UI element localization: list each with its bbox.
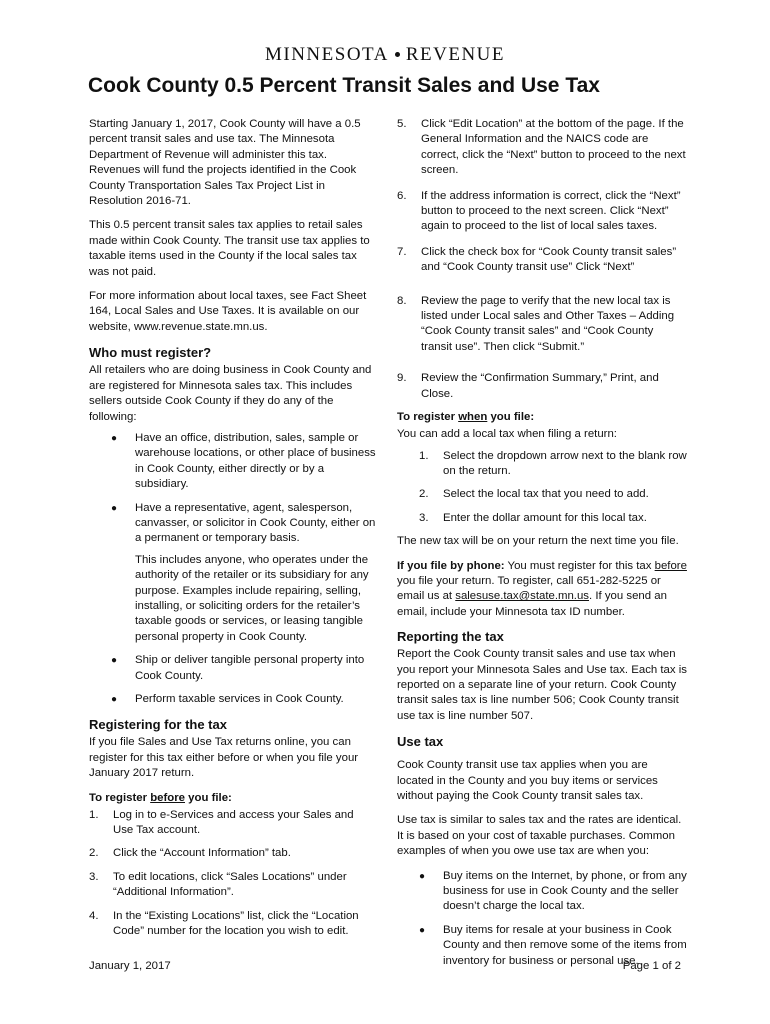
list-item bbox=[111, 501, 377, 646]
step-item: 6. If the address information is correct, click the “Next” button to proceed to the next screen. Click “Next” again to proceed to the list of local sales taxes. bbox=[397, 189, 681, 233]
list-item-text: Have an office, distribution, sales, sample or warehouse locations, or other place of business in Cook County, either directly or by a subsidiary. bbox=[135, 431, 376, 491]
step-item: 2. Select the local tax that you need to add. bbox=[419, 488, 649, 501]
list-item-text: Perform taxable services in Cook County. bbox=[135, 693, 344, 705]
intro-paragraph-3: For more information about local taxes, see Fact Sheet 164, Local Sales and Use Taxes. It is available on our website, www.revenue.state.mn.us. bbox=[89, 290, 367, 333]
bullet-icon: ● bbox=[111, 502, 118, 514]
page-title: Cook County 0.5 Percent Transit Sales and Use Tax bbox=[88, 74, 600, 97]
step-item: 2. Click the “Account Information” tab. bbox=[89, 847, 291, 860]
register-before-steps-continued bbox=[397, 117, 687, 402]
intro-paragraph-2: This 0.5 percent transit sales tax applies to retail sales made within Cook County. The transit use tax applies to taxable items used in the County if the local sales tax was not paid. bbox=[89, 219, 370, 278]
registering-heading: Registering for the tax bbox=[89, 717, 227, 733]
step-item: 8. Review the page to verify that the new local tax is listed under Local sales and Other Taxes – Adding “Cook County transit sales” and “Cook County transit use”. Then click “Submit.” bbox=[397, 294, 675, 353]
list-item bbox=[111, 653, 377, 684]
brand-logo bbox=[0, 44, 770, 66]
bullet-icon: ● bbox=[111, 432, 118, 444]
brand-right: REVENUE bbox=[405, 44, 506, 65]
register-criteria-list bbox=[111, 431, 377, 708]
list-item bbox=[111, 692, 377, 707]
brand-left: MINNESOTA bbox=[264, 44, 389, 65]
bullet-icon: ● bbox=[111, 694, 118, 705]
list-item-text: Buy items for resale at your business in Cook County and then remove some of the items from inventory for business or personal use. bbox=[443, 923, 687, 967]
reporting-heading: Reporting the tax bbox=[397, 629, 504, 645]
bullet-icon: ● bbox=[111, 655, 118, 667]
step-item: 9. Review the “Confirmation Summary,” Print, and Close. bbox=[397, 372, 659, 400]
register-before-heading: To register before you file: bbox=[89, 791, 232, 804]
use-tax-heading: Use tax bbox=[397, 734, 444, 750]
list-item bbox=[111, 431, 377, 493]
list-item-text: Ship or deliver tangible personal property into Cook County. bbox=[135, 654, 365, 682]
intro-paragraph-1: Starting January 1, 2017, Cook County will have a 0.5 percent transit sales and use tax. The Minnesota Department of Revenue will administer this tax. Revenues will fund the projects identified in the Cook County Transportation Sales Tax Project List in Resolution 2016-71. bbox=[89, 118, 361, 208]
bullet-icon: ● bbox=[419, 924, 426, 936]
right-column bbox=[397, 117, 687, 977]
list-item-text: Have a representative, agent, salesperson, canvasser, or solicitor in Cook County, either on a permanent or temporary basis. bbox=[135, 501, 376, 545]
register-before-steps bbox=[89, 808, 377, 940]
registering-text: If you file Sales and Use Tax returns online, you can register for this tax either before or when you file your January 2017 return. bbox=[89, 736, 359, 780]
left-column bbox=[89, 117, 377, 947]
bullet-icon: ● bbox=[419, 870, 426, 882]
use-tax-paragraph-1: Cook County transit use tax applies when you are located in the County and you buy items or services without paying the Cook County transit sales tax. bbox=[397, 759, 658, 802]
list-item bbox=[419, 869, 687, 915]
who-must-register-heading: Who must register? bbox=[89, 345, 212, 361]
who-must-register-text: All retailers who are doing business in Cook County and are registered for Minnesota sales tax. This includes sellers outside Cook County if they do any of the following: bbox=[89, 364, 372, 423]
step-item: 5. Click “Edit Location” at the bottom of the page. If the General Information and the NAICS code are correct, click the “Next” button to proceed to the next screen. bbox=[397, 118, 686, 177]
register-when-heading: To register when you file: bbox=[397, 411, 535, 424]
step-item: 1. Select the dropdown arrow next to the blank row on the return. bbox=[419, 449, 687, 477]
footer-page-number: Page 1 of 2 bbox=[622, 960, 681, 972]
new-tax-note: The new tax will be on your return the next time you file. bbox=[397, 535, 679, 548]
reporting-text: Report the Cook County transit sales and use tax when you report your Minnesota Sales and Use tax. Each tax is reported on a separate line of your return. Cook County transit sales tax is line number 506; Cook County transit use tax is line number 507. bbox=[397, 648, 687, 722]
footer-date: January 1, 2017 bbox=[89, 960, 171, 972]
brand-dot bbox=[395, 52, 400, 57]
use-tax-examples-list bbox=[419, 869, 687, 969]
list-item-text: Buy items on the Internet, by phone, or from any business for use in Cook County and the seller doesn’t charge the local tax. bbox=[443, 869, 687, 913]
step-item: 7. Click the check box for “Cook County transit sales” and “Cook County transit use” Click “Next” bbox=[397, 245, 677, 274]
register-when-text: You can add a local tax when filing a return: bbox=[397, 428, 617, 441]
step-item: 4. In the “Existing Locations” list, click the “Location Code” number for the location you wish to edit. bbox=[89, 909, 359, 938]
email-link[interactable]: salesuse.tax@state.mn.us bbox=[455, 590, 590, 603]
phone-filing-paragraph: If you file by phone: You must register for this tax before you file your return. To register, call 651-282-5225 or email us at salesuse.tax@state.mn.us. If you send an email, include your Minnesota tax ID number. bbox=[397, 559, 687, 618]
step-item: 3. Enter the dollar amount for this local tax. bbox=[419, 511, 647, 524]
step-item: 3. To edit locations, click “Sales Locations” under “Additional Information”. bbox=[89, 870, 347, 899]
use-tax-paragraph-2: Use tax is similar to sales tax and the rates are identical. It is based on your cost of taxable purchases. Common examples of when you owe use tax are when you: bbox=[397, 814, 682, 858]
register-when-steps bbox=[419, 449, 687, 527]
step-item: 1. Log in to e-Services and access your Sales and Use Tax account. bbox=[89, 808, 354, 837]
list-item-extra-text: This includes anyone, who operates under the authority of the retailer or its subsidiary for any purpose. Examples include repairing, selling, installing, or soliciting orders for the retailer’s taxable goods or services, or leasing tangible personal property in Cook County. bbox=[135, 553, 369, 643]
